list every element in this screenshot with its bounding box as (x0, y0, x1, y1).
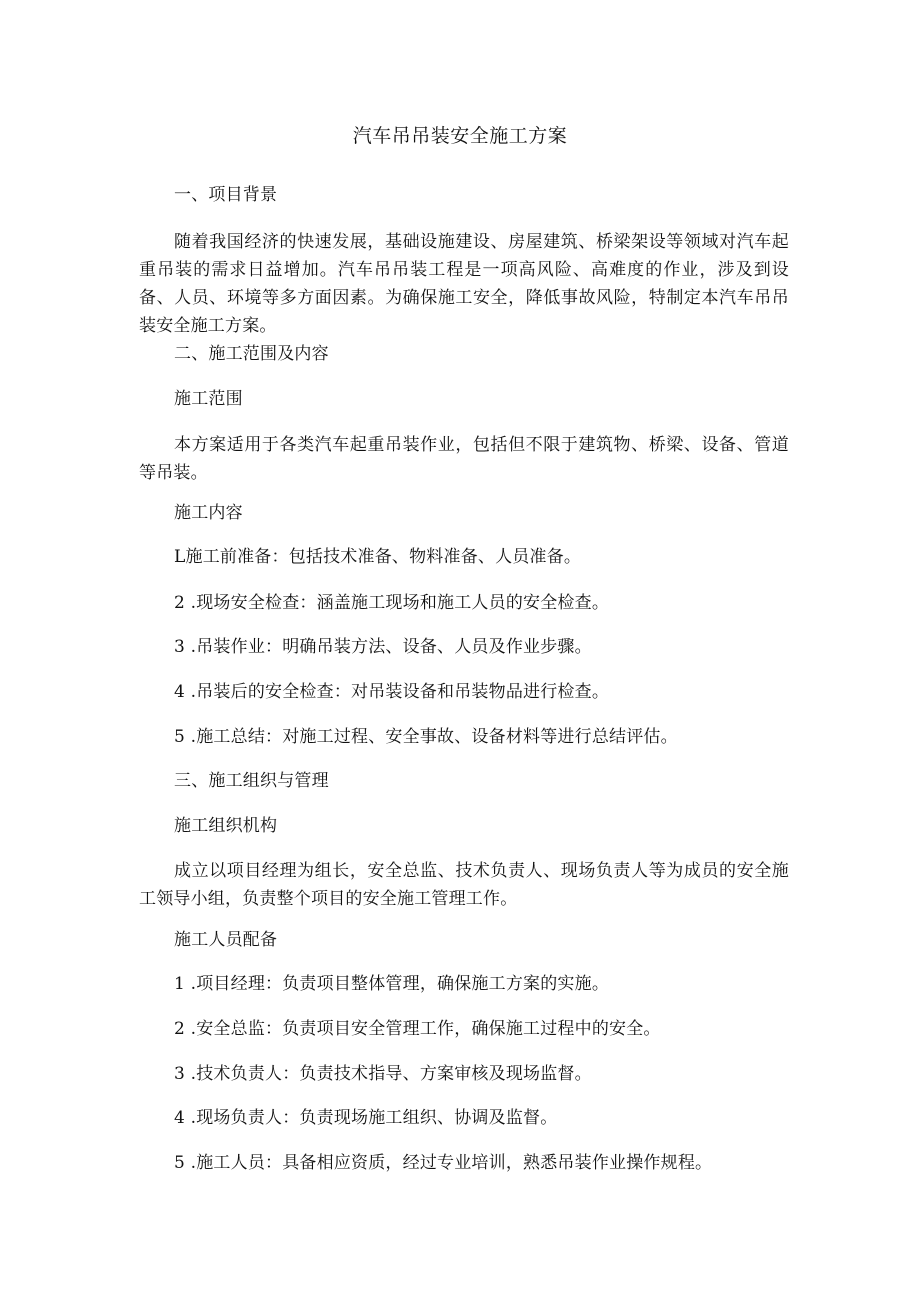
org-heading: 施工组织机构 (174, 816, 278, 836)
scope-heading: 施工范围 (174, 389, 243, 409)
org-paragraph: 成立以项目经理为组长，安全总监、技术负责人、现场负责人等为成员的安全施工领导小组，负责整个项目的安全施工管理工作。 (139, 861, 789, 909)
staff-item: 2 .安全总监：负责项目安全管理工作，确保施工过程中的安全。 (174, 1019, 661, 1039)
section1-heading: 一、项目背景 (174, 185, 278, 205)
section3-heading: 三、施工组织与管理 (174, 771, 329, 791)
document-title: 汽车吊吊装安全施工方案 (352, 125, 568, 147)
content-item: 4 .吊装后的安全检查：对吊装设备和吊装物品进行检查。 (174, 682, 610, 702)
staff-heading: 施工人员配备 (174, 930, 278, 950)
staff-item: 5 .施工人员：具备相应资质，经过专业培训，熟悉吊装作业操作规程。 (174, 1153, 713, 1173)
scope-paragraph: 本方案适用于各类汽车起重吊装作业，包括但不限于建筑物、桥梁、设备、管道等吊装。 (139, 435, 789, 483)
staff-item: 1 .项目经理：负责项目整体管理，确保施工方案的实施。 (174, 974, 610, 994)
content-item: 3 .吊装作业：明确吊装方法、设备、人员及作业步骤。 (174, 637, 592, 657)
section2-heading: 二、施工范围及内容 (174, 344, 329, 364)
content-item: 2 .现场安全检查：涵盖施工现场和施工人员的安全检查。 (174, 593, 610, 613)
content-item: 5 .施工总结：对施工过程、安全事故、设备材料等进行总结评估。 (174, 727, 678, 747)
content-item: L施工前准备：包括技术准备、物料准备、人员准备。 (174, 547, 582, 567)
staff-item: 4 .现场负责人：负责现场施工组织、协调及监督。 (174, 1108, 558, 1128)
content-heading: 施工内容 (174, 503, 243, 523)
section1-paragraph: 随着我国经济的快速发展，基础设施建设、房屋建筑、桥梁架设等领域对汽车起重吊装的需求日益增加。汽车吊吊装工程是一项高风险、高难度的作业，涉及到设备、人员、环境等多方面因素。为确保施工安全，降低事故风险，特制定本汽车吊吊装安全施工方案。 (139, 232, 789, 336)
staff-item: 3 .技术负责人：负责技术指导、方案审核及现场监督。 (174, 1064, 592, 1084)
